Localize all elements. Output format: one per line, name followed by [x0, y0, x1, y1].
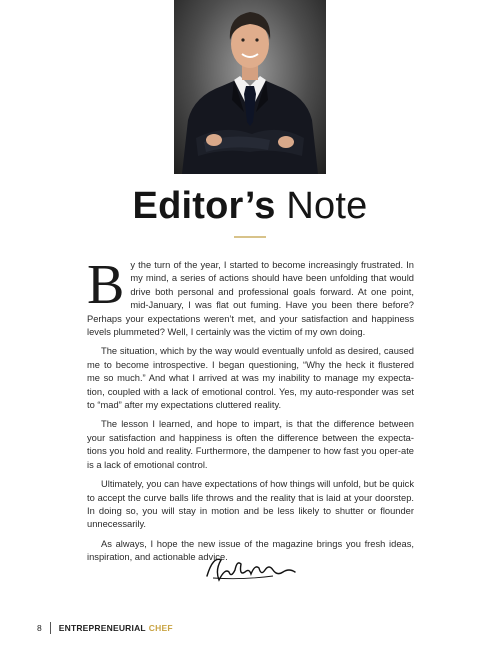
paragraph-2: The situation, which by the way would eventually unfold as desired, caused me to become introspective. I began questioning, “Why the heck it flustered me so much.” And what I arrived at was my inability to manage my expecta-tion, coupled with a lack of emotional control. Yes, my auto-responder was set to “mad” after my expectations cluttered reality.: [87, 346, 414, 411]
magazine-name-part2: CHEF: [148, 623, 173, 633]
title-bold: Editor’s: [132, 185, 276, 227]
paragraph-1-text: y the turn of the year, I started to become increasingly frustrated. In my mind, a series of actions should have been unfolding that would drive both personal and professional goals forward. At one point, mid-January, I was flat out fuming. Have you been there before? Perhaps your expectations weren’t met, and your satisfaction and happiness levels plummeted? Well, I certainly was the victim of my own doing.: [87, 260, 414, 338]
page-title: [0, 182, 500, 230]
paragraph-5: As always, I hope the new issue of the magazine brings you fresh ideas, inspiration, and actionable advice.: [87, 538, 414, 563]
editor-portrait-illustration: [174, 0, 326, 174]
paragraph-1: [87, 254, 414, 339]
editor-photo: [174, 0, 326, 174]
paragraph-3: The lesson I learned, and hope to impart, is that the difference between your satisfaction and happiness is often the difference between the expecta-tions you hold and reality. Furthermore, the dampener to how fast you oper-ate is a lack of emotional control.: [87, 419, 414, 470]
page-footer: [37, 621, 173, 635]
page-number: 8: [37, 623, 42, 633]
title-light: Note: [286, 185, 368, 227]
title-divider: [234, 236, 266, 238]
magazine-name-part1: ENTREPRENEURIAL: [58, 623, 146, 633]
article-body: [87, 254, 415, 571]
footer-divider: [50, 622, 51, 634]
drop-cap: B: [87, 254, 125, 316]
paragraph-4: Ultimately, you can have expectations of how things will unfold, but be quick to accept the curve balls life throws and the reality that is laid at your doorstep. In doing so, you will stay in motion and be less likely to shutter or flounder unnecessarily.: [87, 479, 415, 530]
editor-signature: [203, 550, 298, 586]
